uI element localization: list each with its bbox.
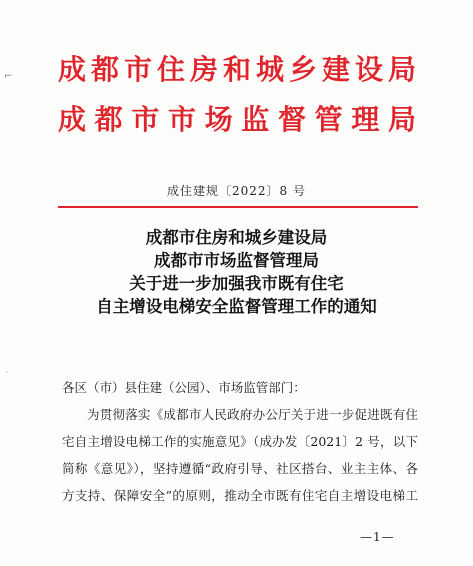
- title-line: 关于进一步加强我市既有住宅: [129, 274, 344, 293]
- paragraph-line: 为贯彻落实《成都市人民政府办公厅关于进一步促进既有住: [87, 407, 418, 422]
- salutation: 各区（市）县住建（公园）、市场监管部门：: [62, 380, 306, 395]
- scan-artifact-mark: ⌐: [4, 71, 13, 82]
- paragraph-line: 简称《意见》），坚持遵循“政府引导、社区搭台、业主主体、各: [62, 461, 418, 476]
- title-line: 成都市住房和城乡建设局: [145, 228, 328, 247]
- page-number: —1—: [360, 530, 395, 544]
- document-number: 成住建规〔2022〕8 号: [167, 184, 306, 198]
- paragraph-line: 宅自主增设电梯工作的实施意见》（成办发〔2021〕2 号，以下: [62, 434, 418, 449]
- red-divider-line: [58, 206, 418, 208]
- agency-header-housing: 成都市住房和城乡建设局: [58, 53, 418, 86]
- scan-artifact-mark: ˙: [5, 371, 9, 380]
- document-title: [0, 226, 473, 318]
- title-line: 自主增设电梯安全监督管理工作的通知: [96, 297, 377, 316]
- document-body: [62, 374, 418, 509]
- title-line: 成都市市场监督管理局: [154, 251, 319, 270]
- agency-header-market-regulation: 成都市市场监督管理局: [58, 103, 418, 136]
- paragraph-line: 方支持、保障安全”的原则，推动全市既有住宅自主增设电梯工: [62, 488, 418, 503]
